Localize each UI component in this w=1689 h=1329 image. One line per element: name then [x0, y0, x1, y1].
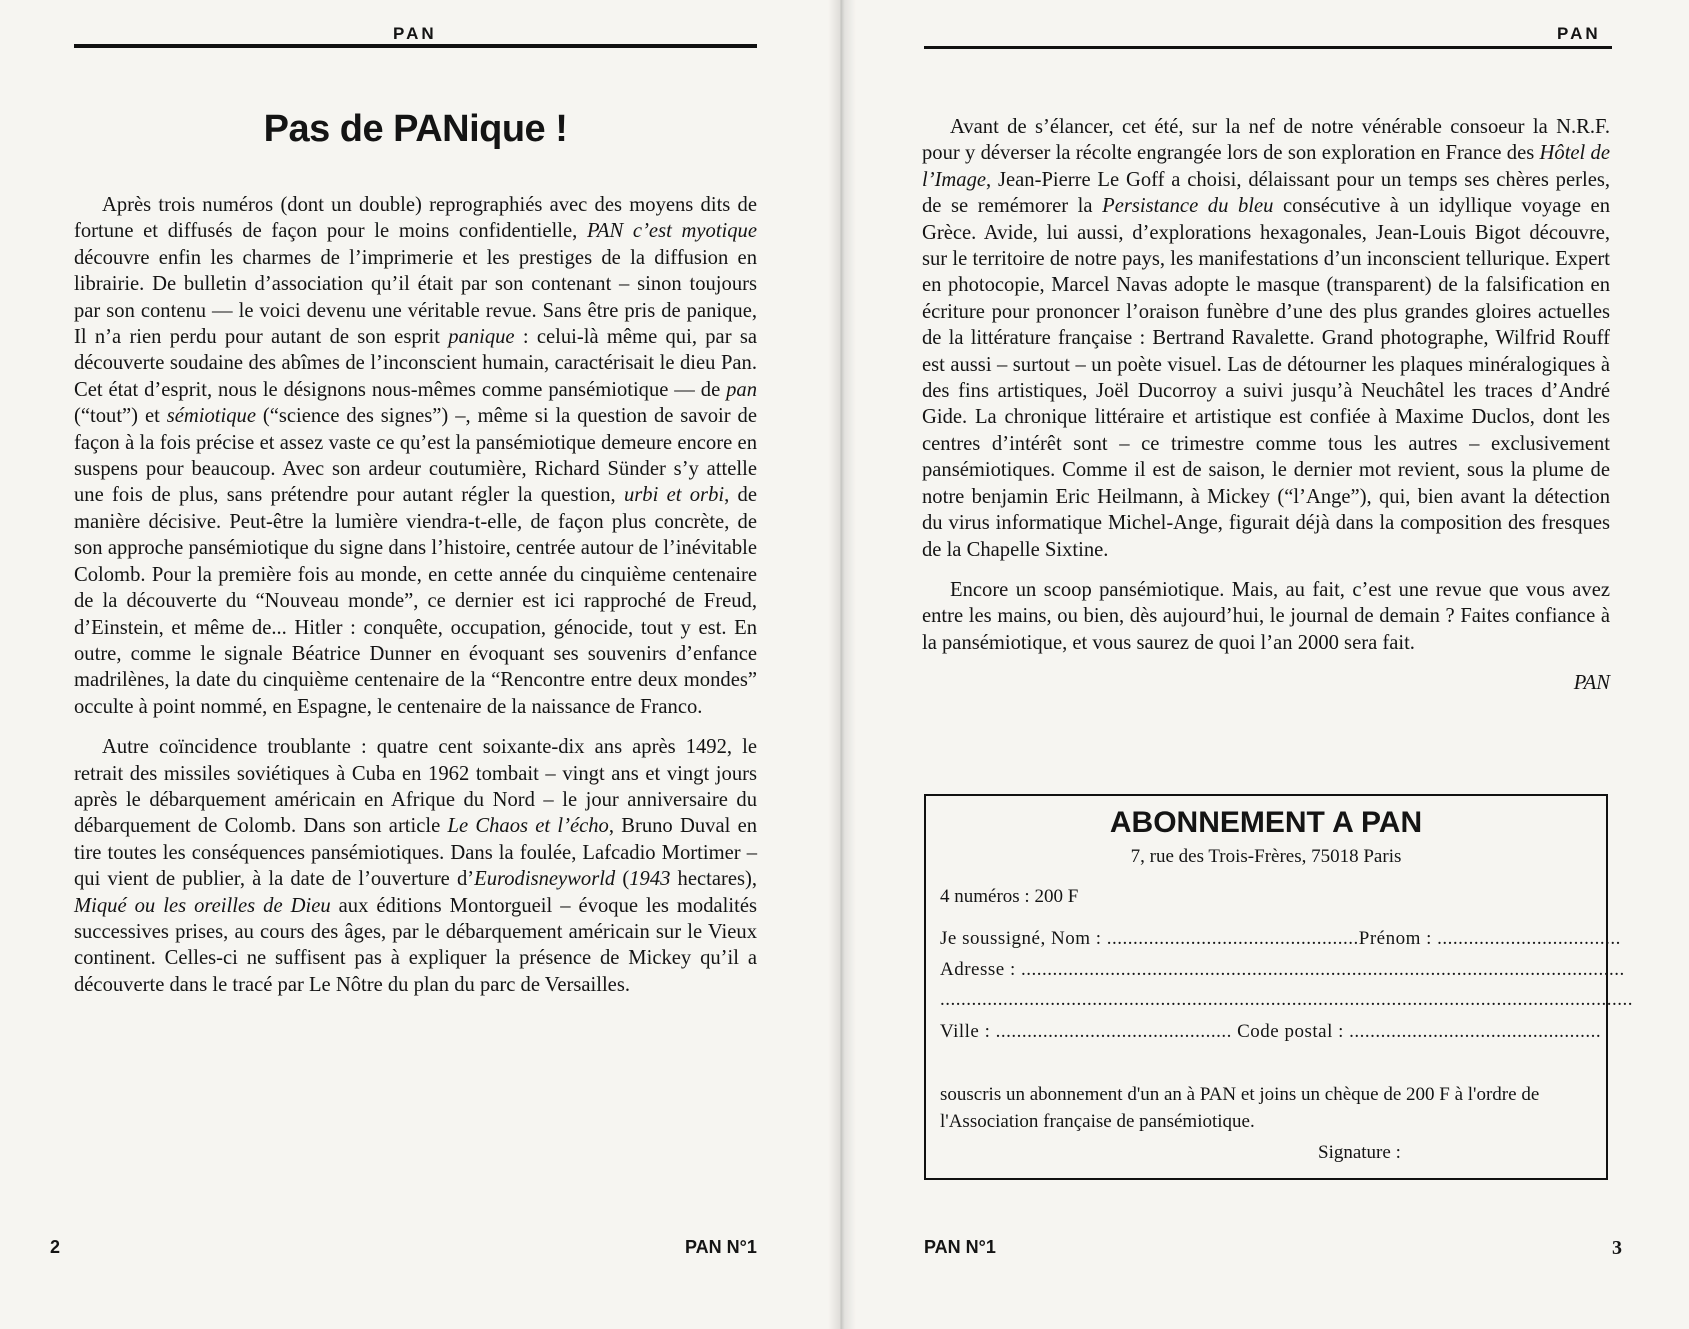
italic-text: sémiotique: [166, 405, 256, 428]
address-field-line: Adresse : ...................................................................................................................: [940, 959, 1625, 980]
italic-text: Eurodisneyworld: [474, 868, 616, 891]
paragraph: [74, 734, 757, 998]
subscription-price: 4 numéros : 200 F: [940, 886, 1079, 907]
header-rule: [924, 46, 1612, 49]
signature-label: Signature :: [1318, 1142, 1401, 1163]
text-run: consécutive à un idyllique voyage en Grèce. Avide, lui aussi, d’explorations hexagonales, Jean-Louis Bigot découvre, sur le territoire de notre pays, les manifestations d’un inconscient tellurique. Expert en photocopie, Marcel Navas adopte le masque (transparent) de la falsification en écriture pour prononcer l’oraison funèbre d’une des plus grandes gloires actuelles de la littérature française : Bertrand Ravalette. Grand photographe, Wilfrid Rouff est aussi – surtout – un poète visuel. Las de détourner les plaques minéralogiques à des fins artistiques, Joël Ducorroy a suivi jusqu’à Neuchâtel les traces d’André Gide. La chronique littéraire et artistique est confiée à Maxime Duclos, dont les centres d’intérêt sont – ce trimestre comme tous les autres – exclusivement pansémiotiques. Comme il est de saison, le dernier mot revient, sous la plume de notre benjamin Eric Heilmann, à Mickey (“l’Ange”), qui, bien avant la détection du virus informatique Michel-Ange, figurait déjà dans la composition des fresques de la Chapelle Sixtine.: [922, 195, 1610, 561]
text-run: aux éditions Montorgueil – évoque les modalités successives prises, au cours des âges, par le débarquement américain sur le Vieux continent. Celles-ci ne suffisent pas à expliquer la présence de Mickey qu’il a découverte dans le tracé par Le Nôtre du plan du parc de Versailles.: [74, 894, 757, 996]
italic-text: Le Chaos et l’écho: [447, 815, 609, 838]
editorial-body-continued: [922, 114, 1610, 711]
running-head: PAN: [1557, 24, 1601, 43]
city-postal-line: Ville : ............................................. Code postal : ................................................: [940, 1021, 1602, 1042]
italic-text: panique: [448, 326, 515, 349]
text-run: , Jean-Pierre Le Goff a choisi, délaissant pour un temps ses chères perles, de se remémorer la: [922, 168, 1610, 218]
text-run: : celui-là même qui, par sa découverte soudaine des abîmes de l’inconscient humain, caractérisait le dieu Pan. Cet état d’esprit, nous le désignons nous-mêmes comme pansémiotique — de: [74, 326, 757, 401]
issue-label: PAN N°1: [685, 1237, 757, 1257]
text-run: , Bruno Duval en tire toutes les conséquences pansémiotiques. Dans la foulée, Lafcadio Mortimer – qui vient de publier, à la date de l’ouverture d’: [74, 815, 758, 891]
header-rule: [74, 44, 757, 48]
text-run: Avant de s’élancer, cet été, sur la nef de notre vénérable consoeur la N.R.F. pour y déverser la récolte engrangée lors de son exploration en France des: [922, 116, 1610, 165]
subscription-title: ABONNEMENT A PAN: [1109, 806, 1423, 839]
text-run: Encore un scoop pansémiotique. Mais, au fait, c’est une revue que vous avez entre les mains, ou bien, dès aujourd’hui, le journal de demain ? Faites confiance à la pansémiotique, et vous saurez de quoi l’an 2000 sera fait.: [922, 578, 1610, 654]
book-gutter: [828, 0, 856, 1329]
italic-text: pan: [726, 378, 757, 401]
paragraph: [922, 577, 1610, 656]
paragraph: [74, 192, 757, 720]
article-title: Pas de PANique !: [263, 108, 568, 150]
text-run: (“tout”) et: [74, 405, 167, 428]
editorial-signature: PAN: [1573, 672, 1610, 695]
italic-text: Miqué ou les oreilles de Dieu: [74, 894, 331, 917]
text-run: Autre coïncidence troublante : quatre cent soixante-dix ans après 1492, le retrait des missiles soviétiques à Cuba en 1962 tombait – vingt ans et vingt jours après le débarquement américain en Afrique du Nord – le jour anniversaire du débarquement de Colomb. Dans son article: [74, 736, 757, 838]
editorial-paragraphs: [922, 114, 1610, 656]
text-run: hectares),: [670, 868, 758, 891]
right-page: [842, 0, 1689, 1329]
paragraph: [922, 114, 1610, 563]
text-run: , de manière décisive. Peut-être la lumière viendra-t-elle, de façon plus concrète, de son approche pansémiotique du signe dans l’histoire, centrée autour de l’inévitable Colomb. Pour la première fois au monde, en cette année du cinquième centenaire de la découverte du “Nouveau monde”, ce dernier est ici rapproché de Freud, d’Einstein, et même de... Hitler : conquête, occupation, génocide, tout y est. En outre, comme le signale Béatrice Dunner en évoquant ses souvenirs d’enfance madrilènes, la date du cinquième centenaire de la “Rencontre entre deux mondes” occulte à point nommé, en Espagne, le centenaire de la naissance de Franco.: [74, 484, 757, 718]
italic-text: PAN c’est myotique: [586, 220, 757, 243]
editorial-body: [74, 192, 757, 1012]
subscription-form: [924, 794, 1633, 1180]
subscription-note: souscris un abonnement d'un an à PAN et joins un chèque de 200 F à l'ordre de l'Association française de pansémiotique.: [940, 1084, 1540, 1132]
italic-text: Persistance du bleu: [1102, 195, 1274, 218]
italic-text: Hôtel de l’Image: [922, 142, 1610, 191]
left-page: [0, 0, 840, 1329]
page-number: 2: [50, 1237, 61, 1257]
address-extra-line: ....................................................................................................................................: [940, 989, 1633, 1010]
text-run: Après trois numéros (dont un double) reprographiés avec des moyens dits de fortune et diffusés de façon pour le moins confidentielle,: [74, 194, 757, 243]
subscription-address: 7, rue des Trois-Frères, 75018 Paris: [1130, 846, 1402, 867]
text-run: (“science des signes”) –, même si la question de savoir de façon à la fois précise et assez vaste ce qu’est la pansémiotique demeure encore en suspens pour beaucoup. Avec son ardeur coutumière, Richard Sünder s’y attelle une fois de plus, sans prétendre pour autant régler la question,: [74, 405, 757, 507]
running-head: PAN: [393, 24, 437, 43]
issue-label: PAN N°1: [924, 1237, 996, 1257]
text-run: découvre enfin les charmes de l’imprimerie et les prestiges de la diffusion en librairie. De bulletin d’association qu’il était par son contenant – sinon toujours par son contenu — le voici devenu une véritable revue. Sans être pris de panique, Il n’a rien perdu pour autant de son esprit: [74, 246, 757, 349]
italic-text: 1943: [629, 868, 671, 891]
italic-text: urbi et orbi: [623, 484, 725, 507]
text-run: (: [615, 868, 630, 891]
name-field-line: Je soussigné, Nom : ................................................Prénom : ...................................: [940, 928, 1621, 949]
page-number: 3: [1612, 1237, 1622, 1259]
